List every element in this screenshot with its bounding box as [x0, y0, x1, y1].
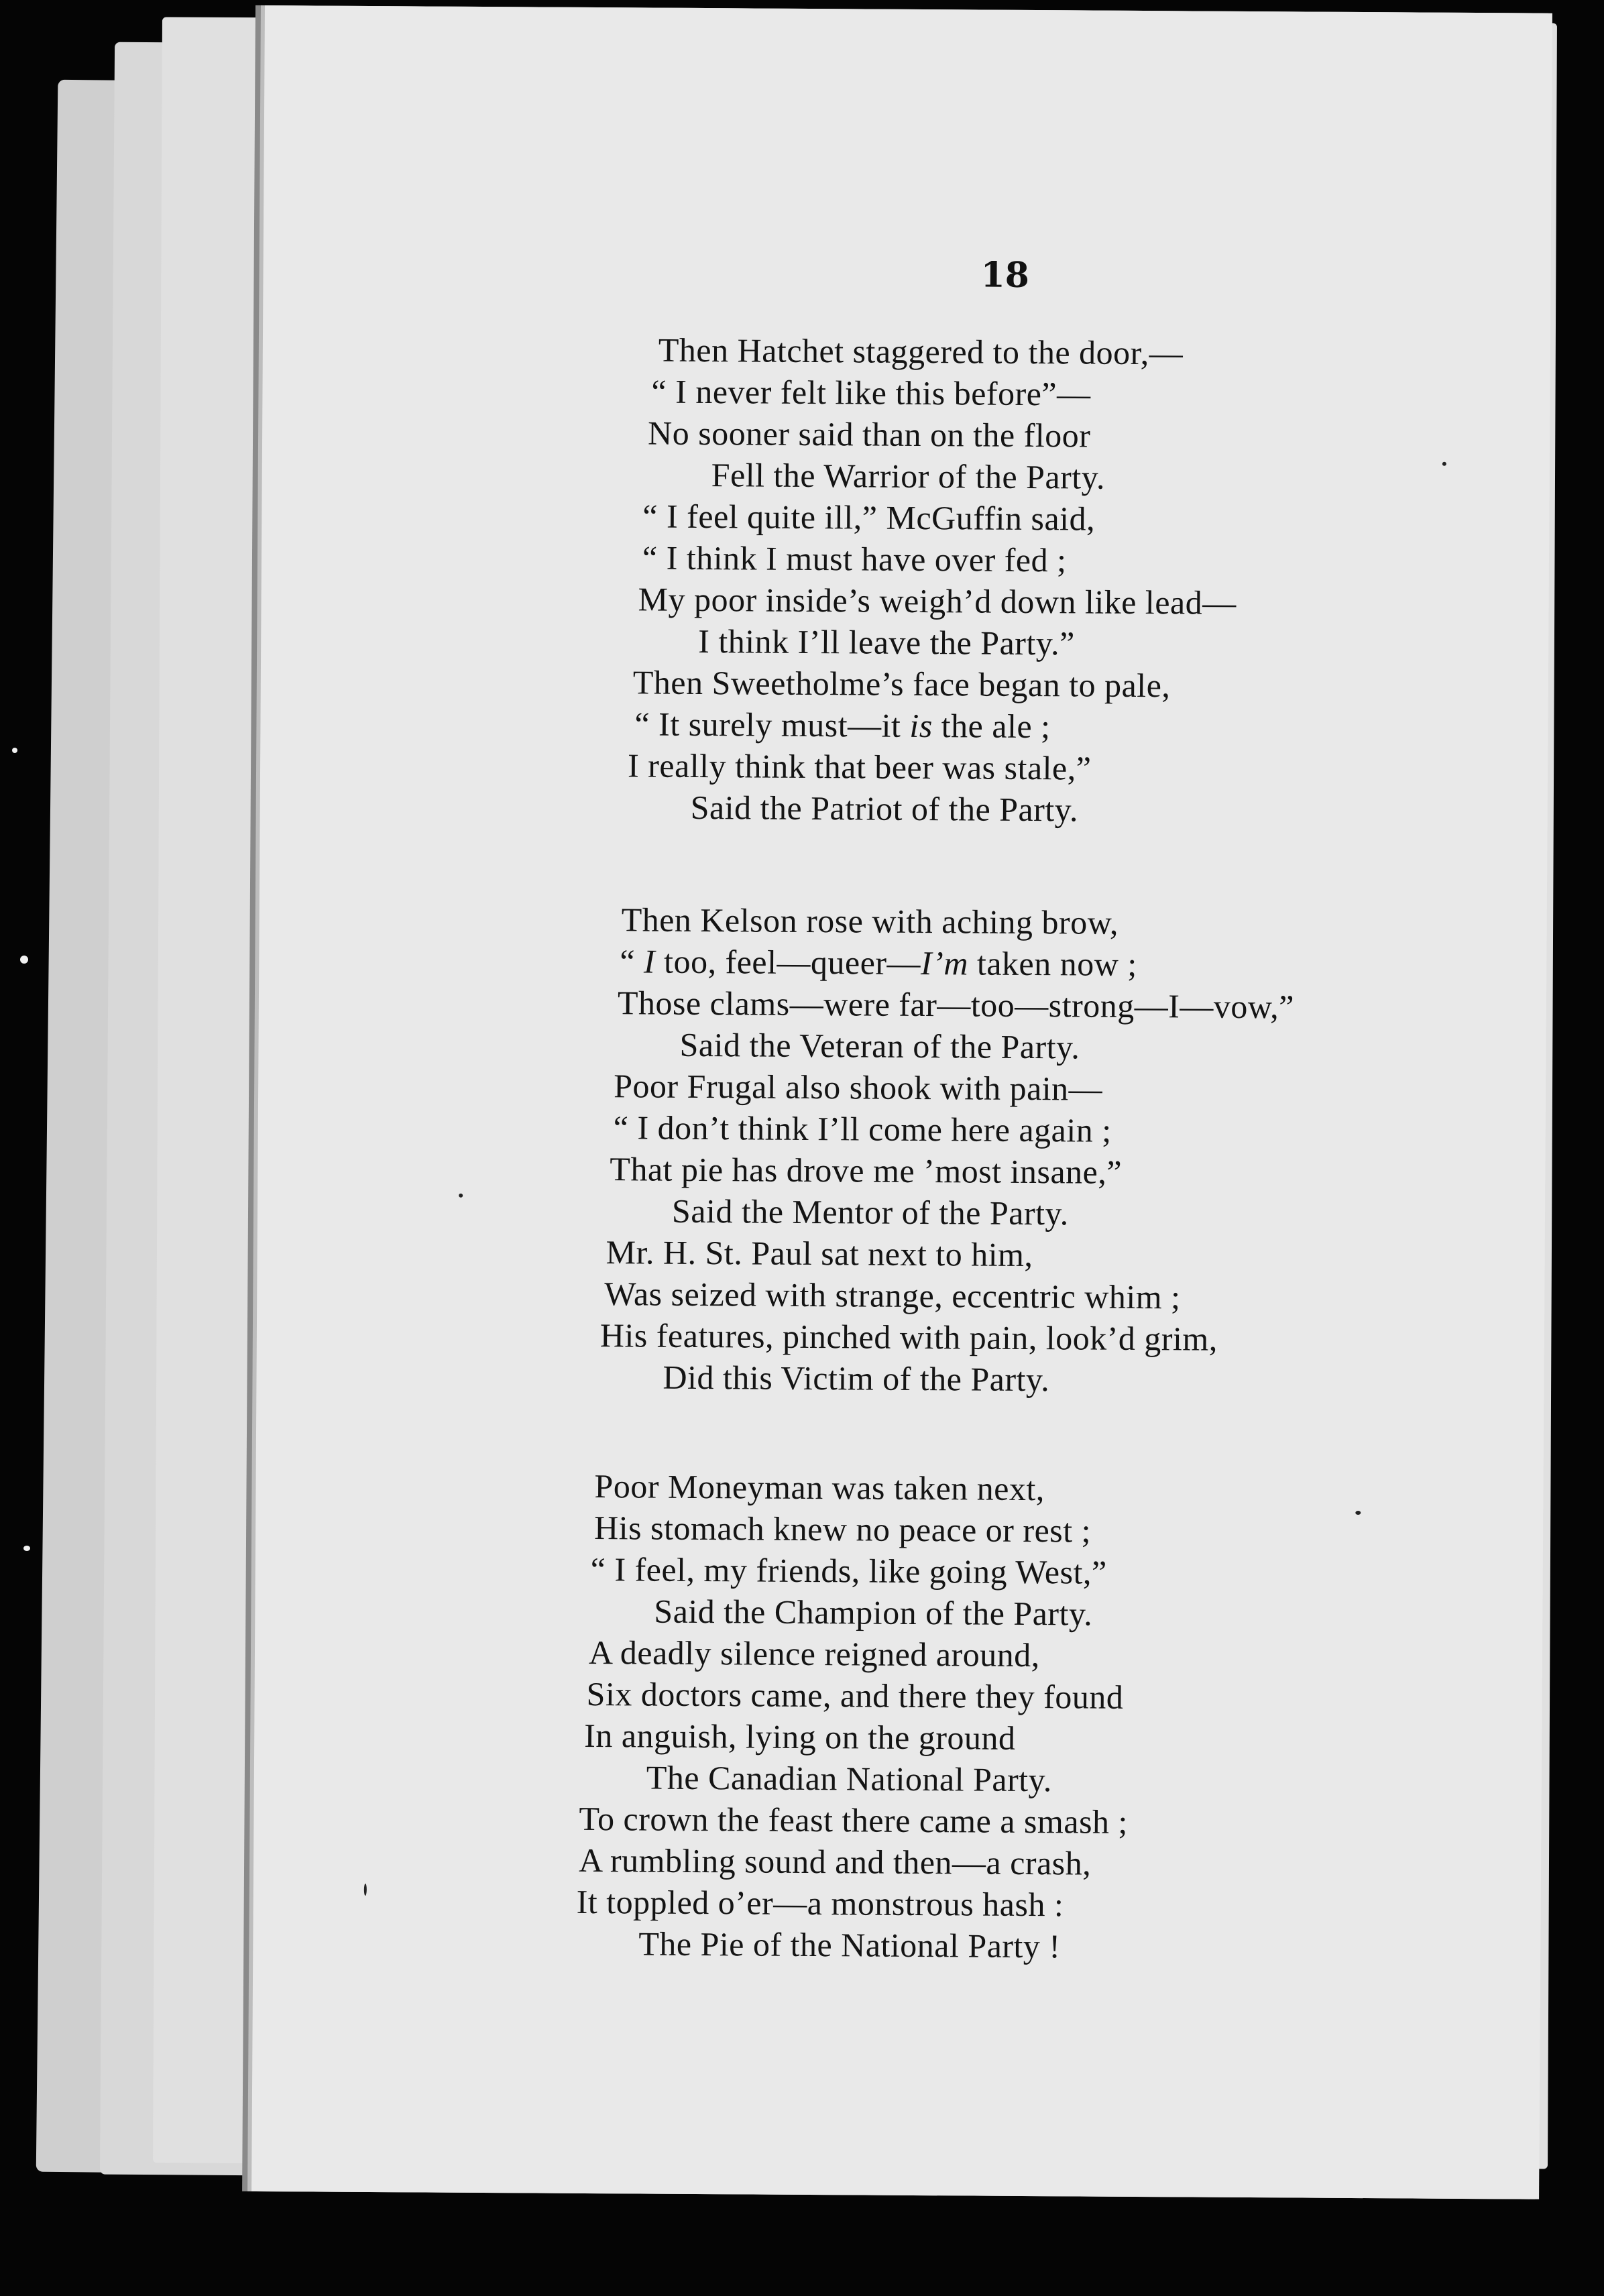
poem-line: His stomach knew no peace or rest ;: [593, 1509, 1092, 1550]
scan-speck: [364, 1884, 367, 1896]
poem-line: “ I think I must have over fed ;: [642, 538, 1067, 579]
poem-line: No sooner said than on the floor: [647, 414, 1091, 455]
poem-line: “ I too, feel—queer—I’m taken now ;: [620, 942, 1137, 983]
poem-line: Then Hatchet staggered to the door,—: [658, 331, 1184, 372]
poem-line: Mr. H. St. Paul sat next to him,: [606, 1233, 1033, 1274]
poem-line: The Pie of the National Party !: [638, 1925, 1061, 1965]
poem-line: A rumbling sound and then—a crash,: [578, 1841, 1092, 1882]
poem-line: Six doctors came, and there they found: [586, 1674, 1124, 1716]
poem-line: Said the Veteran of the Party.: [679, 1025, 1080, 1066]
poem-line: Said the Mentor of the Party.: [671, 1192, 1069, 1232]
poem-line: Poor Moneyman was taken next,: [594, 1467, 1045, 1508]
poem-line: “ I don’t think I’ll come here again ;: [613, 1108, 1112, 1149]
poem-line: Fell the Warrior of the Party.: [711, 456, 1106, 496]
page: [251, 5, 1552, 2199]
poem-line: To crown the feast there came a smash ;: [579, 1799, 1129, 1841]
poem-line: It toppled o’er—a monstrous hash :: [576, 1882, 1064, 1924]
scan-speck: [459, 1194, 463, 1198]
scan-speck: [20, 956, 28, 964]
poem-line: Then Sweetholme’s face began to pale,: [632, 663, 1171, 705]
poem-line: My poor inside’s weigh’d down like lead—: [638, 580, 1237, 622]
poem-line: Those clams—were far—too—strong—I—vow,”: [617, 984, 1295, 1026]
poem-line: “ I never felt like this before”—: [651, 372, 1091, 413]
poem-line: Did this Victim of the Party.: [663, 1358, 1050, 1399]
poem-line: His features, pinched with pain, look’d grim,: [599, 1316, 1218, 1358]
poem-line: “ It surely must—it is the ale ;: [634, 705, 1051, 746]
poem-line: In anguish, lying on the ground: [584, 1716, 1016, 1757]
poem-line: “ I feel quite ill,” McGuffin said,: [642, 497, 1096, 538]
page-number: 18: [980, 254, 1030, 296]
poem-line: That pie has drove me ’most insane,”: [610, 1150, 1123, 1191]
scan-speck: [23, 1546, 30, 1551]
poem-line: “ I feel, my friends, like going West,”: [590, 1550, 1107, 1591]
scan-speck: [1442, 462, 1446, 466]
scan-speck: [12, 748, 17, 753]
scan-speck: [1355, 1511, 1361, 1515]
poem-line: I really think that beer was stale,”: [627, 746, 1092, 787]
poem-line: I think I’ll leave the Party.”: [698, 622, 1075, 663]
poem-line: Said the Patriot of the Party.: [690, 788, 1079, 829]
poem-line: A deadly silence reigned around,: [588, 1633, 1040, 1674]
poem-line: Said the Champion of the Party.: [654, 1592, 1093, 1633]
poem-line: Poor Frugal also shook with pain—: [613, 1067, 1103, 1108]
poem-line: The Canadian National Party.: [646, 1758, 1053, 1799]
poem-line: Was seized with strange, eccentric whim ;: [604, 1275, 1181, 1316]
poem-line: Then Kelson rose with aching brow,: [621, 901, 1119, 941]
